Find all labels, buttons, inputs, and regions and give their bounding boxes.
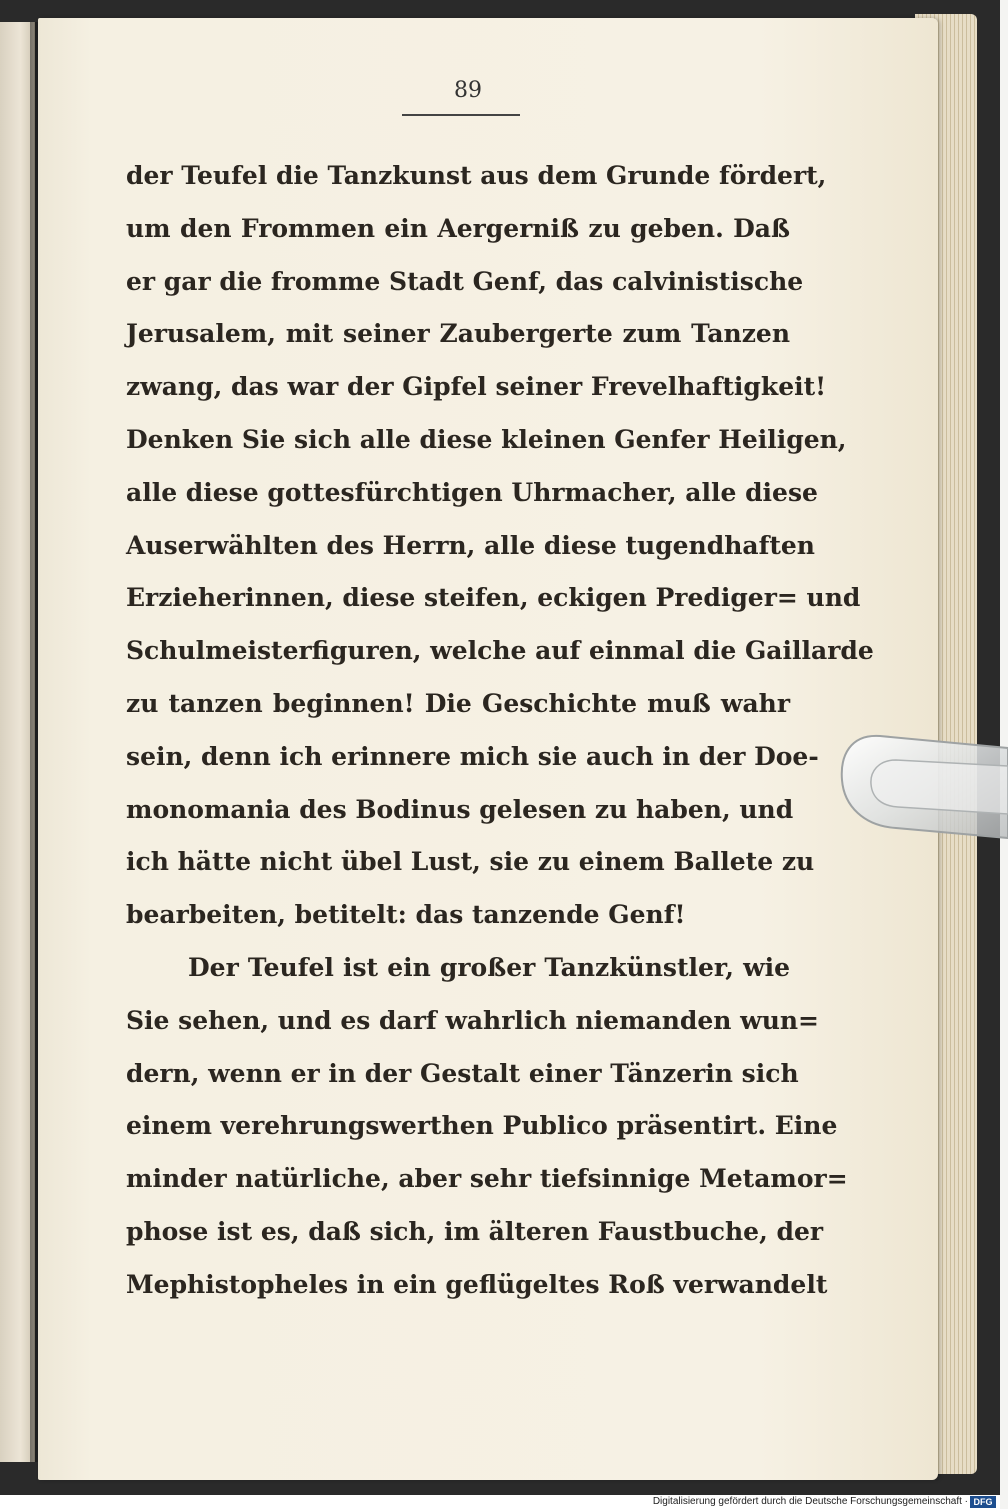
text-line: der Teufel die Tanzkunst aus dem Grunde fördert, <box>126 161 827 190</box>
text-line: zu tanzen beginnen! Die Geschichte muß wahr <box>126 688 790 718</box>
text-line: minder natürliche, aber sehr tiefsinnige Metamor= <box>126 1164 848 1194</box>
text-line: bearbeiten, betitelt: das tanzende Genf! <box>126 900 686 930</box>
page-clip <box>838 730 1008 850</box>
text-line: phose ist es, daß sich, im älteren Faustbuche, der <box>126 1216 824 1246</box>
body-text <box>126 150 874 1312</box>
footer-bar <box>0 1495 1000 1509</box>
text-line: sein, denn ich erinnere mich sie auch in der Doe- <box>126 741 819 771</box>
page-number: 89 <box>454 78 482 103</box>
footer-credit: Digitalisierung gefördert durch die Deutsche Forschungsgemeinschaft · <box>652 1496 968 1507</box>
text-line: Mephistopheles in ein geflügeltes Roß verwandelt <box>126 1269 828 1299</box>
dfg-logo: DFG <box>970 1496 996 1508</box>
text-line: Jerusalem, mit seiner Zaubergerte zum Tanzen <box>126 319 790 349</box>
text-line: Schulmeisterfiguren, welche auf einmal die Gaillarde <box>126 636 874 666</box>
text-line: Der Teufel ist ein großer Tanzkünstler, wie <box>188 952 790 982</box>
text-line: um den Frommen ein Aergerniß zu geben. Daß <box>126 213 790 243</box>
text-line: ich hätte nicht übel Lust, sie zu einem Ballete zu <box>126 847 815 877</box>
page-number-rule <box>402 114 520 116</box>
text-line: monomania des Bodinus gelesen zu haben, und <box>126 794 794 824</box>
text-line: Erzieherinnen, diese steifen, eckigen Prediger= und <box>126 583 861 613</box>
text-line: Denken Sie sich alle diese kleinen Genfer Heiligen, <box>126 424 847 454</box>
text-line: alle diese gottesfürchtigen Uhrmacher, alle diese <box>126 477 818 507</box>
text-line: Auserwählten des Herrn, alle diese tugendhaften <box>126 530 815 560</box>
text-line: einem verehrungswerthen Publico präsentirt. Eine <box>126 1111 838 1141</box>
text-line: er gar die fromme Stadt Genf, das calvinistische <box>126 266 804 296</box>
text-line: Sie sehen, und es darf wahrlich niemanden wun= <box>126 1005 819 1035</box>
text-line: zwang, das war der Gipfel seiner Frevelhaftigkeit! <box>126 372 827 402</box>
text-line: dern, wenn er in der Gestalt einer Tänzerin sich <box>126 1058 799 1088</box>
